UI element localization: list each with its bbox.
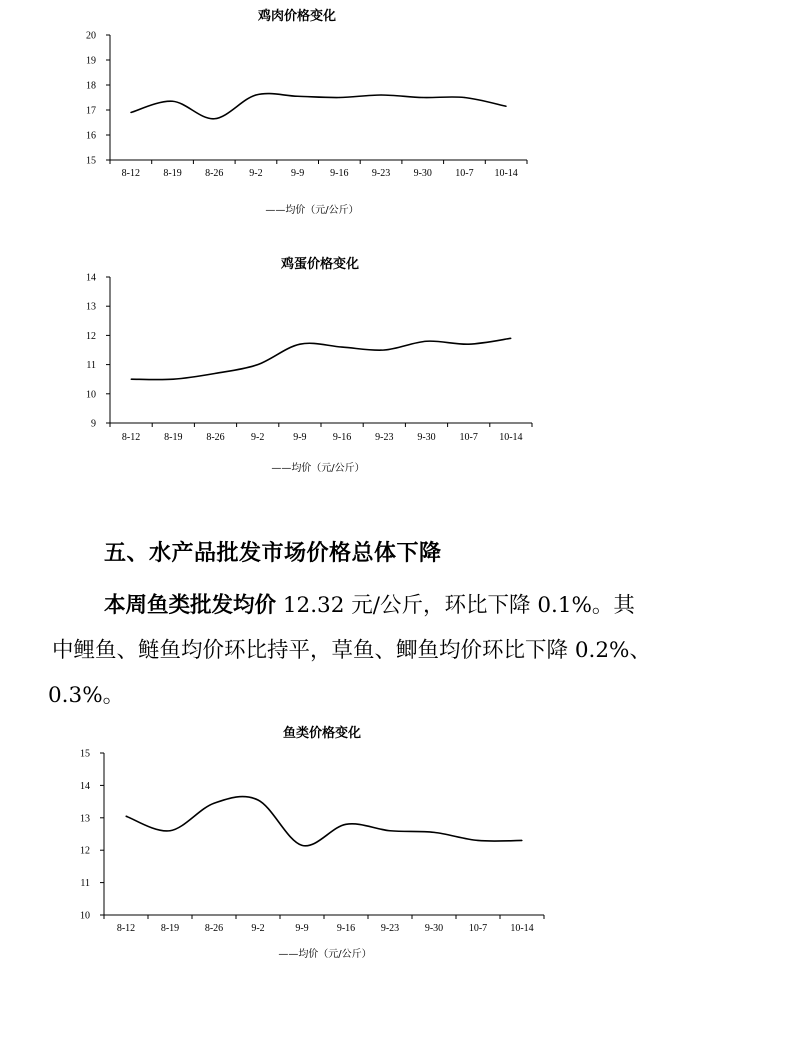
data-point [257,799,258,800]
egg-price-chart-svg [0,248,560,483]
data-point [477,840,478,841]
x-tick-label: 10-7 [468,923,488,934]
x-tick-label: 8-12 [116,923,136,934]
legend-entry: ——均价（元/公斤） [278,949,372,960]
y-tick-label: 9 [91,418,96,430]
data-point [422,97,423,98]
y-tick-label: 15 [86,155,96,167]
data-point [213,803,214,804]
x-tick-label: 9-23 [371,168,391,179]
egg-price-chart [0,248,560,483]
x-tick-label: 9-30 [424,923,444,934]
x-tick-label: 8-26 [206,432,225,443]
y-tick-label: 12 [86,330,96,342]
data-point [510,338,511,339]
y-tick-label: 16 [86,130,96,142]
x-tick-label: 9-9 [290,168,305,179]
x-tick-label: 10-7 [459,432,478,443]
paragraph-line-3: 0.3%。 [48,683,125,708]
x-tick-label: 8-19 [160,923,180,934]
data-point [380,94,381,95]
data-point [173,379,174,380]
x-tick-label: 8-19 [163,168,182,179]
fish-price-chart-svg [0,718,560,968]
y-tick-label: 13 [86,301,96,313]
x-tick-label: 10-7 [455,168,474,179]
paragraph-line-2: 中鲤鱼、鲢鱼均价环比持平，草鱼、鲫鱼均价环比下降 0.2%、 [52,638,651,663]
data-point [342,346,343,347]
y-tick-label: 12 [80,845,90,857]
data-point [215,373,216,374]
x-tick-label: 9-16 [330,168,349,179]
series-line [131,94,506,119]
data-point [339,97,340,98]
x-tick-label: 8-19 [164,432,183,443]
y-tick-label: 18 [86,80,96,92]
data-point [384,349,385,350]
data-point [506,106,507,107]
data-point [345,824,346,825]
x-tick-label: 9-2 [251,432,265,443]
y-tick-label: 13 [80,813,90,825]
y-tick-label: 20 [86,30,96,42]
x-tick-label: 9-9 [293,432,307,443]
data-point [255,94,256,95]
y-tick-label: 11 [80,878,90,890]
y-tick-label: 10 [80,910,90,922]
series-line [126,797,522,846]
data-point [257,364,258,365]
section-paragraph [48,583,748,718]
x-tick-label: 9-30 [413,168,432,179]
fish-price-chart [0,718,560,968]
chicken-price-chart [0,0,560,225]
data-point [299,344,300,345]
data-point [301,845,302,846]
data-point [214,118,215,119]
x-tick-label: 8-12 [121,432,141,443]
y-tick-label: 19 [86,55,96,67]
series-line [131,338,511,379]
x-tick-label: 9-23 [375,432,394,443]
y-tick-label: 11 [86,360,96,372]
x-tick-label: 8-26 [204,923,224,934]
x-tick-label: 9-23 [380,923,400,934]
x-tick-label: 9-16 [336,923,356,934]
paragraph-lead: 本周鱼类批发均价 [104,593,277,618]
x-tick-label: 10-14 [494,168,518,179]
x-tick-label: 10-14 [510,923,534,934]
y-tick-label: 15 [80,748,90,760]
y-tick-label: 17 [86,105,96,117]
data-point [433,832,434,833]
data-point [131,379,132,380]
section-heading: 五、水产品批发市场价格总体下降 [104,541,442,566]
data-point [169,830,170,831]
chart-title: 鸡蛋价格变化 [280,257,360,272]
paragraph-line-1 [48,583,748,628]
data-point [297,96,298,97]
data-point [130,112,131,113]
data-point [389,830,390,831]
data-point [426,341,427,342]
data-point [521,840,522,841]
data-point [468,344,469,345]
x-tick-label: 9-9 [295,923,309,934]
y-tick-label: 10 [86,389,96,401]
chart-title: 鸡肉价格变化 [257,9,337,24]
y-tick-label: 14 [86,272,96,284]
x-tick-label: 9-30 [417,432,436,443]
data-point [172,101,173,102]
x-tick-label: 9-16 [332,432,352,443]
x-tick-label: 9-2 [249,168,263,179]
legend-entry: ——均价（元/公斤） [271,463,365,474]
chart-title: 鱼类价格变化 [282,726,362,741]
y-tick-label: 14 [80,780,90,792]
data-point [464,97,465,98]
x-tick-label: 9-2 [251,923,265,934]
data-point [125,816,126,817]
x-tick-label: 8-12 [121,168,141,179]
paragraph-line-1-rest: 12.32 元/公斤，环比下降 0.1%。其 [276,593,635,618]
x-tick-label: 8-26 [205,168,224,179]
chicken-price-chart-svg [0,0,560,225]
legend-entry: ——均价（元/公斤） [265,205,359,216]
x-tick-label: 10-14 [499,432,523,443]
